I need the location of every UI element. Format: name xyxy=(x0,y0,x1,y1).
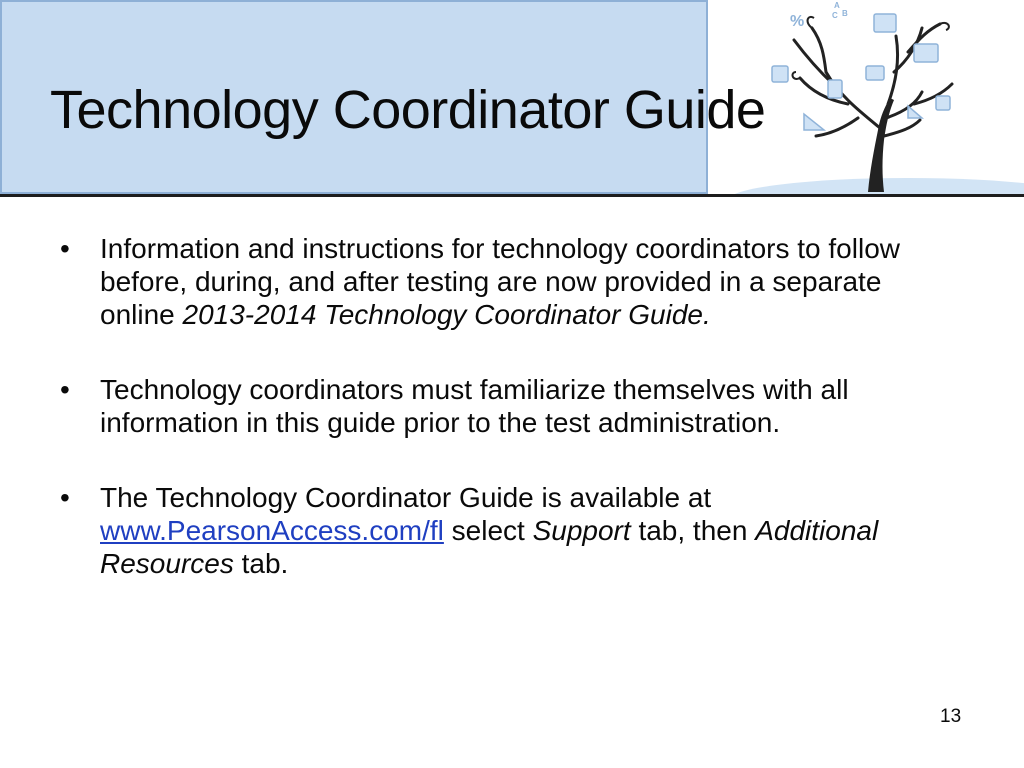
slide-number: 13 xyxy=(940,706,962,727)
svg-text:B: B xyxy=(842,9,848,18)
header-divider xyxy=(0,194,1024,197)
education-tree-illustration xyxy=(708,0,1024,194)
percent-glyph: % xyxy=(790,13,805,30)
slide-title: Technology Coordinator Guide xyxy=(50,80,766,140)
bullet-item-1: • Information and instructions for technology coordinators to follow before, during, and after testing are now provided in a separate online 2013-2014 Technology Coordinator Guide. xyxy=(58,232,958,331)
bullet-item-2: • Technology coordinators must familiarize themselves with all information in this guide prior to the test administration. xyxy=(58,373,958,439)
bullet-list xyxy=(58,232,958,622)
svg-text:C: C xyxy=(832,11,838,20)
slide-header xyxy=(0,0,1024,198)
bullet-item-3: • The Technology Coordinator Guide is available at www.PearsonAccess.com/fl select Support tab, then Additional Resources tab. xyxy=(58,481,958,580)
svg-text:A: A xyxy=(834,1,840,10)
pearson-access-link[interactable]: www.PearsonAccess.com/fl xyxy=(100,515,444,546)
